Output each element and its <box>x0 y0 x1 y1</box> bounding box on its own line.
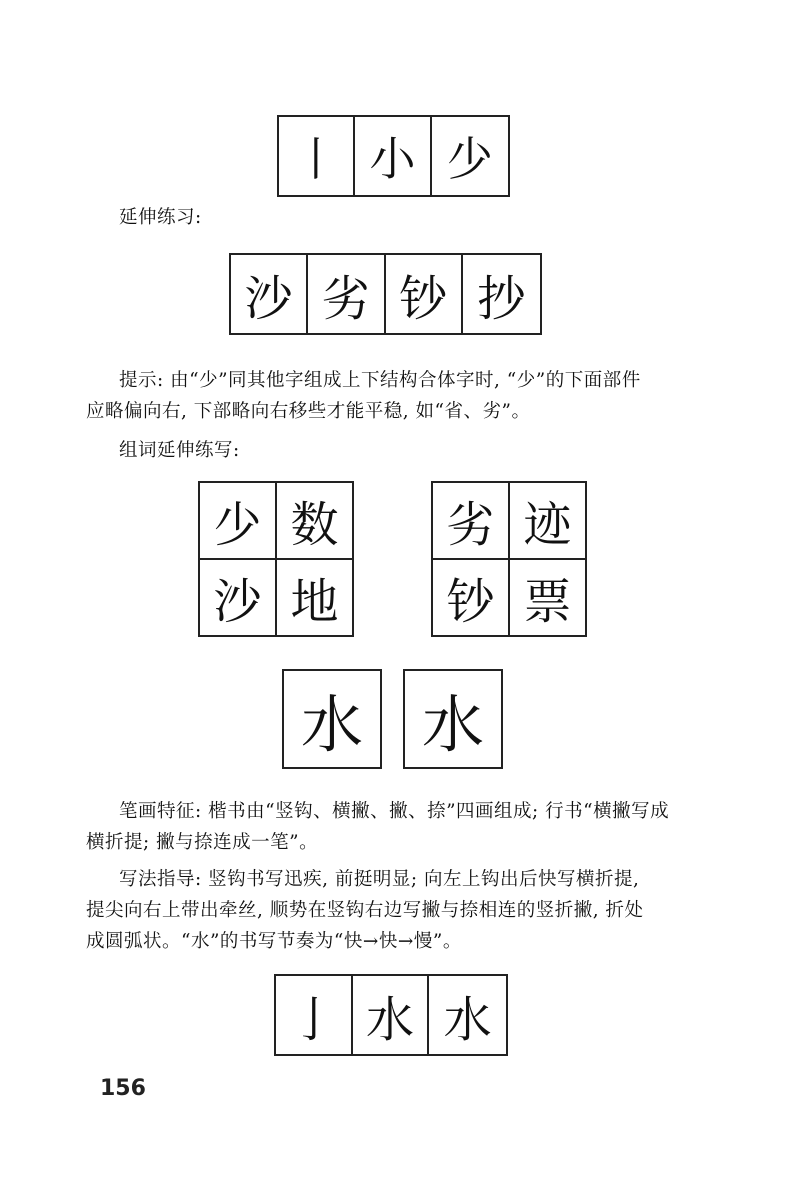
stroke-feature-paragraph <box>86 798 669 860</box>
char-cell: 劣 <box>308 255 385 333</box>
char-cell: 迹 <box>508 481 587 560</box>
char-cell: 少 <box>198 481 277 560</box>
combo-practice-grid <box>198 481 592 639</box>
char-cell: 地 <box>275 558 354 637</box>
shui-running-script-box: 水 <box>403 669 503 769</box>
combo-row <box>198 481 592 560</box>
combo-row <box>198 560 592 639</box>
char-cell: 钞 <box>431 558 510 637</box>
empty-cell <box>354 558 433 637</box>
page-number: 156 <box>100 1076 146 1101</box>
char-cell: 小 <box>355 117 431 195</box>
char-cell: 水 <box>353 976 430 1054</box>
stroke-feature-line: 横折提; 撇与捺连成一笔”。 <box>86 832 319 853</box>
writing-guide-paragraph <box>86 866 644 959</box>
char-cell: 沙 <box>198 558 277 637</box>
char-cell: 数 <box>275 481 354 560</box>
stroke-feature-line: 笔画特征: 楷书由“竖钩、横撇、撇、捺”四画组成; 行书“横撇写成 <box>119 801 670 822</box>
combo-practice-label: 组词延伸练写: <box>119 440 240 461</box>
char-cell: 劣 <box>431 481 510 560</box>
stroke-order-grid-shao <box>277 115 510 197</box>
char-cell: 钞 <box>386 255 463 333</box>
char-cell: 沙 <box>231 255 308 333</box>
shui-regular-script-box: 水 <box>282 669 382 769</box>
extend-practice-grid <box>229 253 542 335</box>
stroke-order-grid-shui <box>274 974 508 1056</box>
hint-line: 提示: 由“少”同其他字组成上下结构合体字时, “少”的下面部件 <box>119 370 641 391</box>
extend-practice-label: 延伸练习: <box>119 207 202 228</box>
char-cell: 票 <box>508 558 587 637</box>
hint-paragraph <box>86 367 641 429</box>
char-cell: 亅 <box>276 976 353 1054</box>
char-cell: 丨 <box>279 117 355 195</box>
writing-guide-line: 成圆弧状。“水”的书写节奏为“快→快→慢”。 <box>86 931 462 952</box>
writing-guide-line: 提尖向右上带出牵丝, 顺势在竖钩右边写撇与捺相连的竖折撇, 折处 <box>86 900 644 921</box>
writing-guide-line: 写法指导: 竖钩书写迅疾, 前挺明显; 向左上钩出后快写横折提, <box>119 869 640 890</box>
hint-line: 应略偏向右, 下部略向右移些才能平稳, 如“省、劣”。 <box>86 401 531 422</box>
char-cell: 抄 <box>477 270 526 327</box>
empty-cell <box>354 481 433 560</box>
char-cell: 少 <box>446 132 493 186</box>
char-cell: 水 <box>443 991 492 1048</box>
